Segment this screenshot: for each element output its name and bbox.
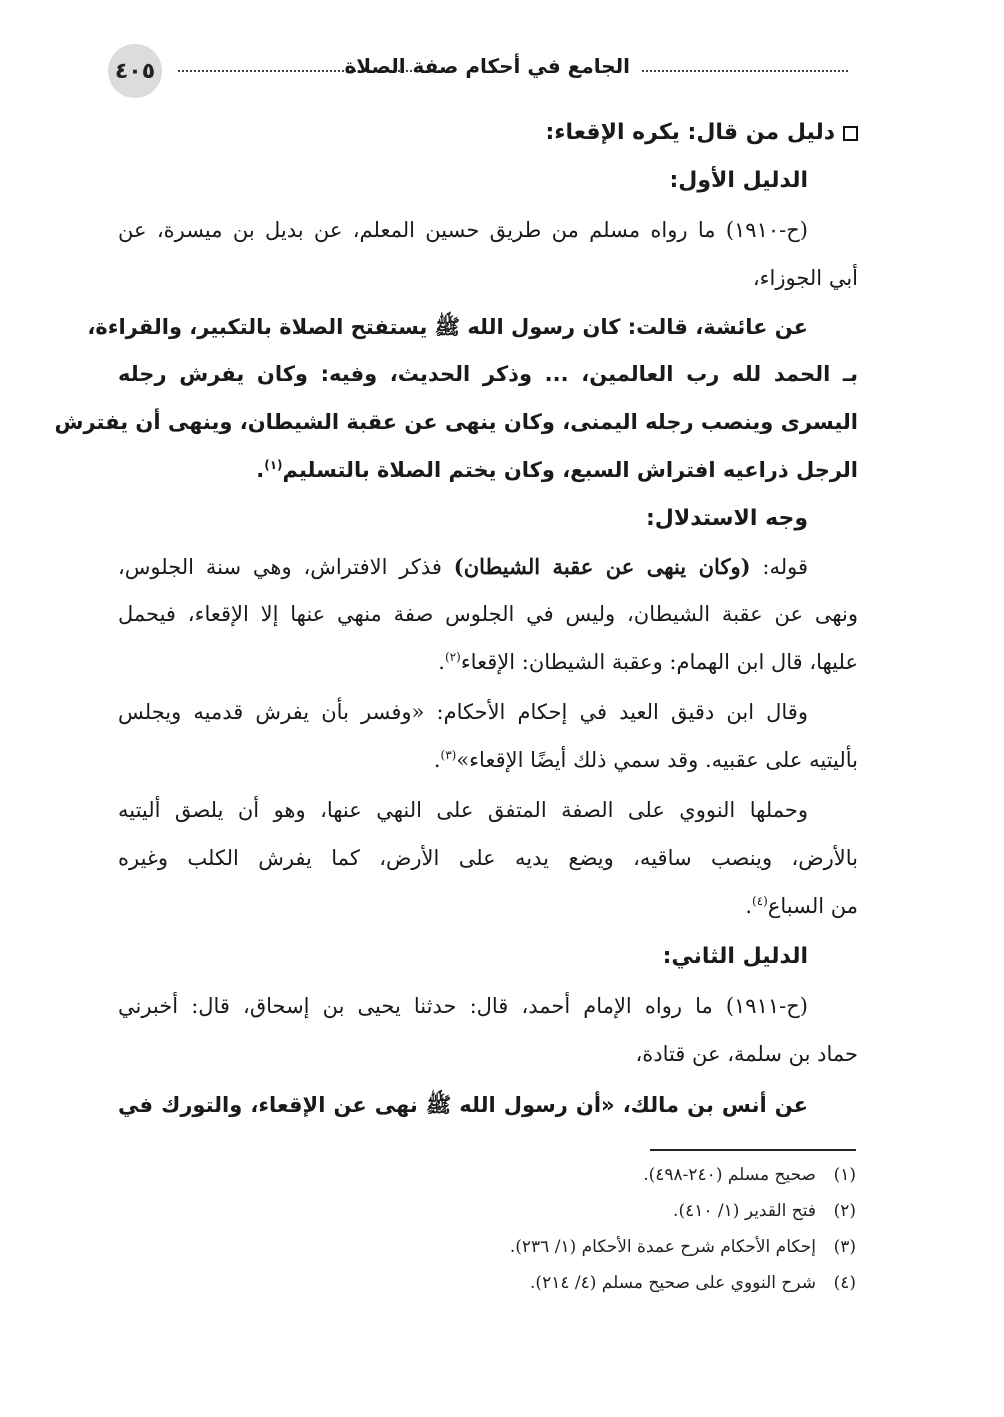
footnote-2: (٢)فتح القدير (١/ ٤١٠). xyxy=(673,1201,856,1221)
footnote-3: (٣)إحكام الأحكام شرح عمدة الأحكام (١/ ٢٣٦). xyxy=(509,1237,856,1257)
footnote-4: (٤)شرح النووي على صحيح مسلم (٤/ ٢١٤). xyxy=(530,1273,856,1293)
checkbox-icon xyxy=(843,126,858,141)
evidence-1-isnad-line-2: أبي الجوزاء، xyxy=(752,266,858,290)
page-number: ٤٠٥ xyxy=(108,44,162,98)
footnote-ref-3[interactable]: (٣) xyxy=(440,748,457,762)
footnote-separator xyxy=(650,1149,856,1151)
section-heading: دليل من قال: يكره الإقعاء: xyxy=(118,120,858,145)
ibn-daqiq-line-1: وقال ابن دقيق العيد في إحكام الأحكام: «وفسر بأن يفرش قدميه ويجلس xyxy=(118,700,808,724)
hadith-1-line-3: اليسرى وينصب رجله اليمنى، وكان ينهى عن عقبة الشيطان، وينهى أن يفترش xyxy=(54,410,858,434)
book-title: الجامع في أحكام صفة الصلاة xyxy=(344,54,630,78)
evidence-1-heading: الدليل الأول: xyxy=(669,168,808,193)
hadith-2-line-1: عن أنس بن مالك، «أن رسول الله ﷺ نهى عن الإقعاء، والتورك في xyxy=(118,1093,808,1117)
reasoning-heading: وجه الاستدلال: xyxy=(645,506,808,531)
ibn-daqiq-line-2: بأليتيه على عقبيه. وقد سمي ذلك أيضًا الإقعاء»$^{(٣)}$. xyxy=(433,748,858,772)
reasoning-line-1: قوله: (وكان ينهى عن عقبة الشيطان) فذكر الافتراش، وهي سنة الجلوس، xyxy=(118,554,808,579)
evidence-2-isnad-line-1: (ح-١٩١١) ما رواه الإمام أحمد، قال: حدثنا يحيى بن إسحاق، قال: أخبرني xyxy=(118,994,808,1018)
footnote-1: (١)صحيح مسلم (٢٤٠-٤٩٨). xyxy=(643,1165,856,1185)
footnote-ref-2[interactable]: (٢) xyxy=(444,650,461,664)
hadith-1-line-2: بـ الحمد لله رب العالمين، ... وذكر الحديث، وفيه: وكان يفرش رجله xyxy=(118,362,858,386)
nawawi-line-1: وحملها النووي على الصفة المتفق على النهي عنها، وهو أن يلصق أليتيه xyxy=(118,798,808,822)
evidence-2-isnad-line-2: حماد بن سلمة، عن قتادة، xyxy=(635,1042,858,1066)
header-leader-dots-right xyxy=(642,70,848,72)
nawawi-line-2: بالأرض، وينصب ساقيه، ويضع يديه على الأرض، كما يفرش الكلب وغيره xyxy=(118,846,858,870)
hadith-1-line-4: الرجل ذراعيه افتراش السبع، وكان يختم الصلاة بالتسليم$^{(١)}$. xyxy=(256,458,858,482)
evidence-1-isnad-line-1: (ح-١٩١٠) ما رواه مسلم من طريق حسين المعلم، عن بديل بن ميسرة، عن xyxy=(118,218,808,242)
hadith-1-line-1: عن عائشة، قالت: كان رسول الله ﷺ يستفتح الصلاة بالتكبير، والقراءة، xyxy=(87,315,808,339)
reasoning-line-2: ونهى عن عقبة الشيطان، وليس في الجلوس صفة منهي عنها إلا الإقعاء، فيحمل xyxy=(118,602,858,626)
footnote-ref-1[interactable]: (١) xyxy=(264,458,283,472)
nawawi-line-3: من السباع$^{(٤)}$. xyxy=(745,894,858,918)
reasoning-line-3: عليها، قال ابن الهمام: وعقبة الشيطان: الإقعاء$^{(٢)}$. xyxy=(438,650,858,674)
footnote-ref-4[interactable]: (٤) xyxy=(752,894,768,908)
running-header xyxy=(108,44,848,100)
evidence-2-heading: الدليل الثاني: xyxy=(662,944,808,969)
